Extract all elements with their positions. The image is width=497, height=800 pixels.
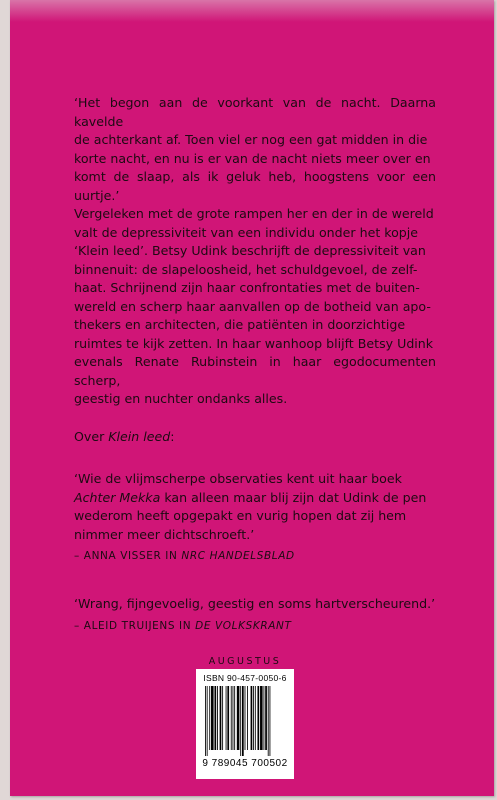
blurb-line: ruimtes te kijk zetten. In haar wanhoop blijft Betsy Udink	[74, 335, 434, 351]
blurb-line: evenals Renate Rubinstein in haar egodocumenten scherp,	[74, 354, 436, 388]
blurb-line: binnenuit: de slapeloosheid, het schuldgevoel, de zelf-	[74, 261, 418, 277]
quote-source: NRC HANDELSBLAD	[181, 550, 295, 562]
quote-author: – ALEID TRUIJENS IN	[74, 619, 196, 632]
blurb-line: thekers en architecten, die patiënten in doorzichtige	[74, 317, 406, 332]
quote-line-rest: kan alleen maar blij zijn dat Udink de pen	[160, 489, 427, 505]
blurb-line: komt de slaap, als ik geluk heb, hoogstens voor een uurtje.’	[74, 169, 436, 203]
quote-book-title: Achter Mekka	[74, 489, 161, 505]
blurb	[74, 94, 436, 409]
blurb-line: haat. Schrijnend zijn haar confrontaties met de buiten-	[74, 280, 420, 295]
blurb-line: wereld en scherp haar aanvallen op de botheid van apo-	[74, 298, 431, 314]
blurb-line: ‘Klein leed’. Betsy Udink beschrijft de depressiviteit van	[74, 243, 426, 258]
review-heading-suffix: :	[170, 429, 175, 444]
barcode-icon	[205, 686, 291, 756]
quote-attribution	[74, 617, 436, 636]
blurb-line: ‘Het begon aan de voorkant van de nacht. Daarna kavelde	[74, 95, 436, 129]
publisher-name: AUGUSTUS	[208, 656, 282, 667]
blurb-line: korte nacht, en nu is er van de nacht niets meer over en	[74, 150, 431, 166]
cover-top-edge	[10, 0, 494, 22]
quote-line	[74, 489, 436, 508]
quote-author: – ANNA VISSER IN	[74, 550, 182, 562]
blurb-line: Vergeleken met de grote rampen her en der in de wereld	[74, 206, 434, 221]
review-heading-prefix: Over	[74, 429, 109, 444]
quote-line: nimmer meer dichtschroeft.’	[74, 526, 255, 542]
review-heading	[74, 428, 436, 447]
blurb-line: de achterkant af. Toen viel er nog een gat midden in die	[74, 132, 428, 147]
quote-line: ‘Wrang, fijngevoelig, geestig en soms hartverscheurend.’	[74, 596, 436, 611]
blurb-line: valt de depressiviteit van een individu onder het kopje	[74, 224, 419, 240]
quote-attribution	[74, 547, 436, 566]
ean-number: 9 789045 700502	[202, 758, 288, 769]
quote-source: DE VOLKSKRANT	[195, 619, 292, 632]
quote-line: ‘Wie de vlijmscherpe observaties kent uit haar boek	[74, 471, 402, 486]
review-quote-2	[74, 595, 436, 635]
isbn-text: ISBN 90-457-0050-6	[203, 673, 287, 683]
review-quote-1	[74, 470, 436, 566]
barcode-panel	[196, 669, 294, 779]
review-heading-title: Klein leed	[108, 429, 171, 444]
blurb-line: geestig en nuchter ondanks alles.	[74, 391, 288, 406]
quote-line: wederom heeft opgepakt en vurig hopen dat zij hem	[74, 508, 407, 523]
